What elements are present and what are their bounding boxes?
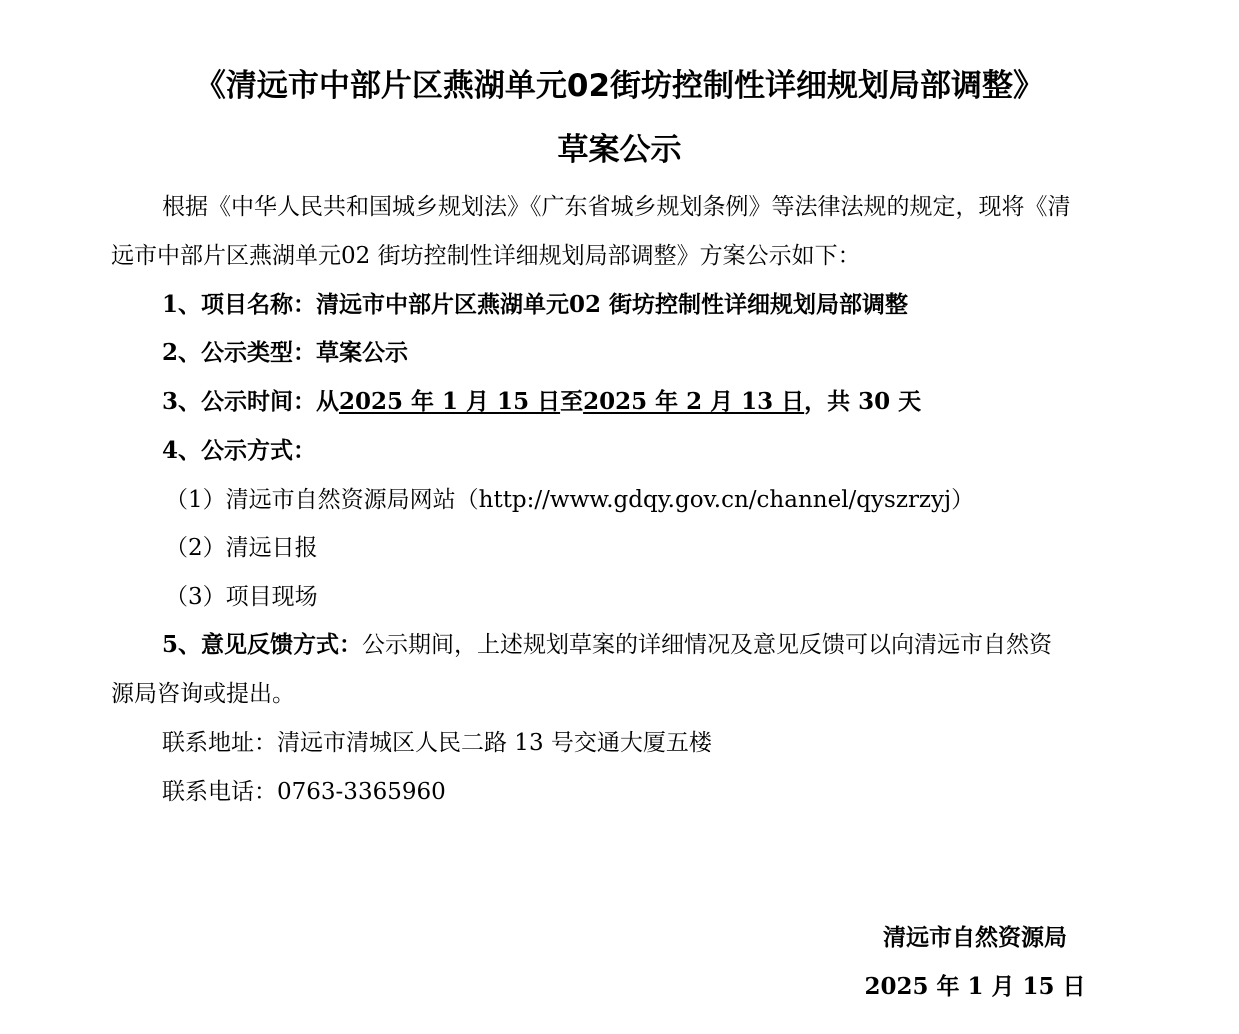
item-feedback-text-cont: 源局咨询或提出。 [111,681,295,707]
item-time [162,386,921,418]
contact-address: 联系地址：清远市清城区人民二路 13 号交通大厦五楼 [162,730,712,756]
item-project-name-label: 1、项目名称： [162,291,317,318]
signature-org: 清远市自然资源局 [883,924,1067,951]
item-time-from: 从 [316,388,340,415]
method-option-newspaper: （2）清远日报 [165,535,318,561]
item-time-start-date: 2025 年 1 月 15 日 [339,388,561,415]
document-subtitle: 草案公示 [557,132,682,168]
item-time-label: 3、公示时间： [162,388,317,415]
method-option-site: （3）项目现场 [165,584,318,610]
item-feedback-text: 公示期间，上述规划草案的详细情况及意见反馈可以向清远市自然资 [362,632,1053,658]
method-option-website: （1）清远市自然资源局网站（http://www.gdqy.gov.cn/channel/qyszrzyj） [165,487,975,513]
intro-line-2: 远市中部片区燕湖单元02 街坊控制性详细规划局部调整》方案公示如下： [111,243,861,269]
item-type-value: 草案公示 [316,339,409,366]
item-time-duration: ，共 30 天 [804,388,922,415]
item-project-name [162,289,908,321]
intro-line-1: 根据《中华人民共和国城乡规划法》《广东省城乡规划条例》等法律法规的规定，现将《清 [162,194,1071,220]
item-time-end-date: 2025 年 2 月 13 日 [583,388,805,415]
item-feedback [162,629,1052,661]
item-time-to: 至 [560,388,584,415]
item-type-label: 2、公示类型： [162,339,317,366]
item-type [162,337,408,369]
item-method-label: 4、公示方式： [162,437,317,464]
contact-phone: 联系电话：0763-3365960 [162,779,446,805]
item-project-name-value: 清远市中部片区燕湖单元02 街坊控制性详细规划局部调整 [316,291,909,318]
document-title: 《清远市中部片区燕湖单元02街坊控制性详细规划局部调整》 [194,68,1045,104]
item-feedback-label: 5、意见反馈方式： [162,631,363,658]
signature-date: 2025 年 1 月 15 日 [864,973,1086,1000]
